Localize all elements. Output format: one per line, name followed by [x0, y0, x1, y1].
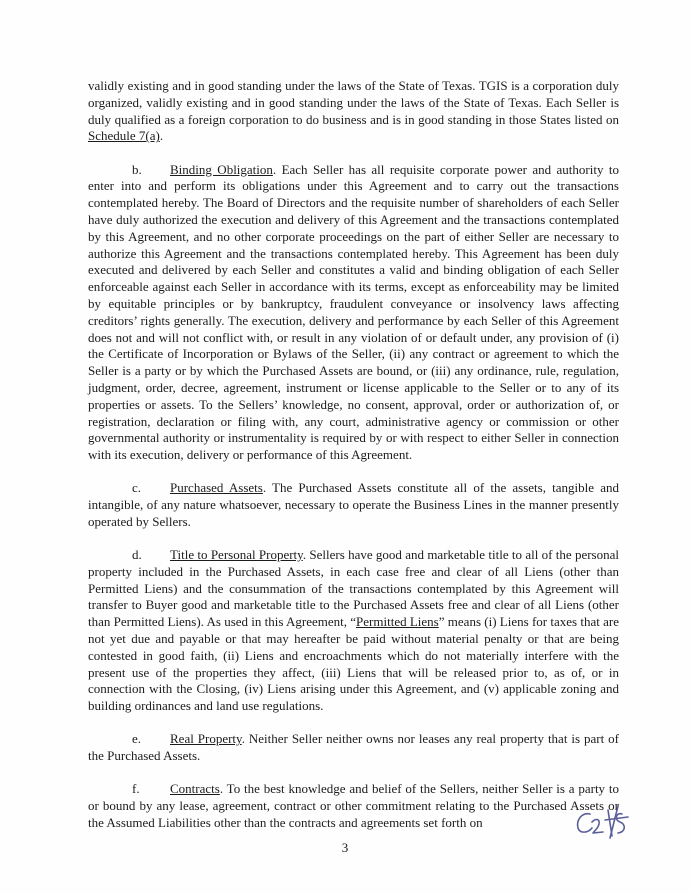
section-body: . The Purchased Assets constitute all of the assets, tangible and intangible, of any nature whatsoever, necessary to operate the Business Lines in the manner presently operated by Sellers.	[88, 480, 619, 529]
section-body: . Neither Seller neither owns nor leases any real property that is part of the Purchased Assets.	[88, 731, 619, 764]
section-f-contracts	[88, 781, 619, 831]
defined-term: Permitted Liens	[356, 614, 439, 630]
section-letter: b.	[132, 161, 142, 177]
section-body: . To the best knowledge and belief of the Sellers, neither Seller is a party to or bound by any lease, agreement, contract or other commitment relating to the Purchased Assets or the Assumed Liabilities other than the contracts and agreements set forth on	[88, 781, 619, 831]
section-title: Real Property	[170, 731, 242, 747]
section-e-real-property	[88, 731, 619, 765]
section-letter: e.	[132, 731, 142, 747]
page-number: 3	[341, 840, 349, 855]
intro-paragraph	[88, 78, 619, 145]
section-body: . Each Seller has all requisite corporate power and authority to enter into and perform its obligations under this Agreement and to carry out the transactions contemplated hereby. The Board of Directors and the requisite number of shareholders of each Seller have duly authorized the execution and delivery of this Agreement and the transactions contemplated by this Agreement, and no other corporate proceedings on the part of either Seller are necessary to authorize this Agreement and the transactions contemplated hereby. This Agreement has been duly executed and delivered by each Seller and constitutes a valid and binding obligation of each Seller enforceable against each Seller in accordance with its terms, except as enforceability may be limited by equitable principles or by bankruptcy, fraudulent conveyance or insolvency laws affecting creditors’ rights generally. The execution, delivery and performance by each Seller of this Agreement does not and will not conflict with, or result in any violation of or default under, any provision of (i) the Certificate of Incorporation or Bylaws of the Seller, (ii) any contract or agreement to which the Seller is a party or by which the Purchased Assets are bound, or (iii) any ordinance, rule, regulation, judgment, order, decree, agreement, instrument or license applicable to the Seller or to any of its properties or assets. To the Sellers’ knowledge, no consent, approval, order or authorization of, or registration, declaration or filing with, any court, administrative agency or commission or other governmental authority or instrumentality is required by or with respect to either Seller in connection with its execution, delivery or performance of this Agreement.	[88, 161, 619, 463]
section-b-binding-obligation	[88, 162, 619, 464]
section-letter: c.	[132, 480, 142, 496]
section-c-purchased-assets	[88, 480, 619, 530]
intro-text: validly existing and in good standing under the laws of the State of Texas. TGIS is a corporation duly organized, validly existing and in good standing under the laws of the State of Texas. Each Seller is duly qualified as a foreign corporation to do business and is in good standing in those States listed on	[88, 78, 619, 127]
schedule-reference: Schedule 7(a)	[88, 128, 160, 144]
section-title: Binding Obligation	[170, 161, 273, 177]
handwritten-initials	[572, 800, 642, 840]
section-title: Contracts	[170, 781, 220, 797]
section-title: Purchased Assets	[170, 480, 263, 496]
section-letter: d.	[132, 547, 142, 563]
section-body-continued: ” means (i) Liens for taxes that are not yet due and payable or that may hereafter be paid without material penalty or that are being contested in good faith, (ii) Liens and encroachments which do not materially interfere with the present use of the properties they affect, (iii) Liens that will be released prior to, as of, or in connection with the Closing, (iv) Liens arising under this Agreement, and (v) applicable zoning and building ordinances and land use regulations.	[88, 614, 619, 714]
section-body: . Sellers have good and marketable title to all of the personal property included in the Purchased Assets, in each case free and clear of all Liens (other than Permitted Liens) and the consummation of the transactions contemplated by this Agreement will transfer to Buyer good and marketable title to the Purchased Assets free and clear of all Liens (other than Permitted Liens). As used in this Agreement, “	[88, 547, 619, 630]
section-title: Title to Personal Property	[170, 547, 303, 563]
body-text	[88, 78, 619, 848]
intro-end: .	[159, 128, 164, 144]
section-letter: f.	[132, 781, 140, 797]
section-d-title-to-personal-property	[88, 547, 619, 715]
